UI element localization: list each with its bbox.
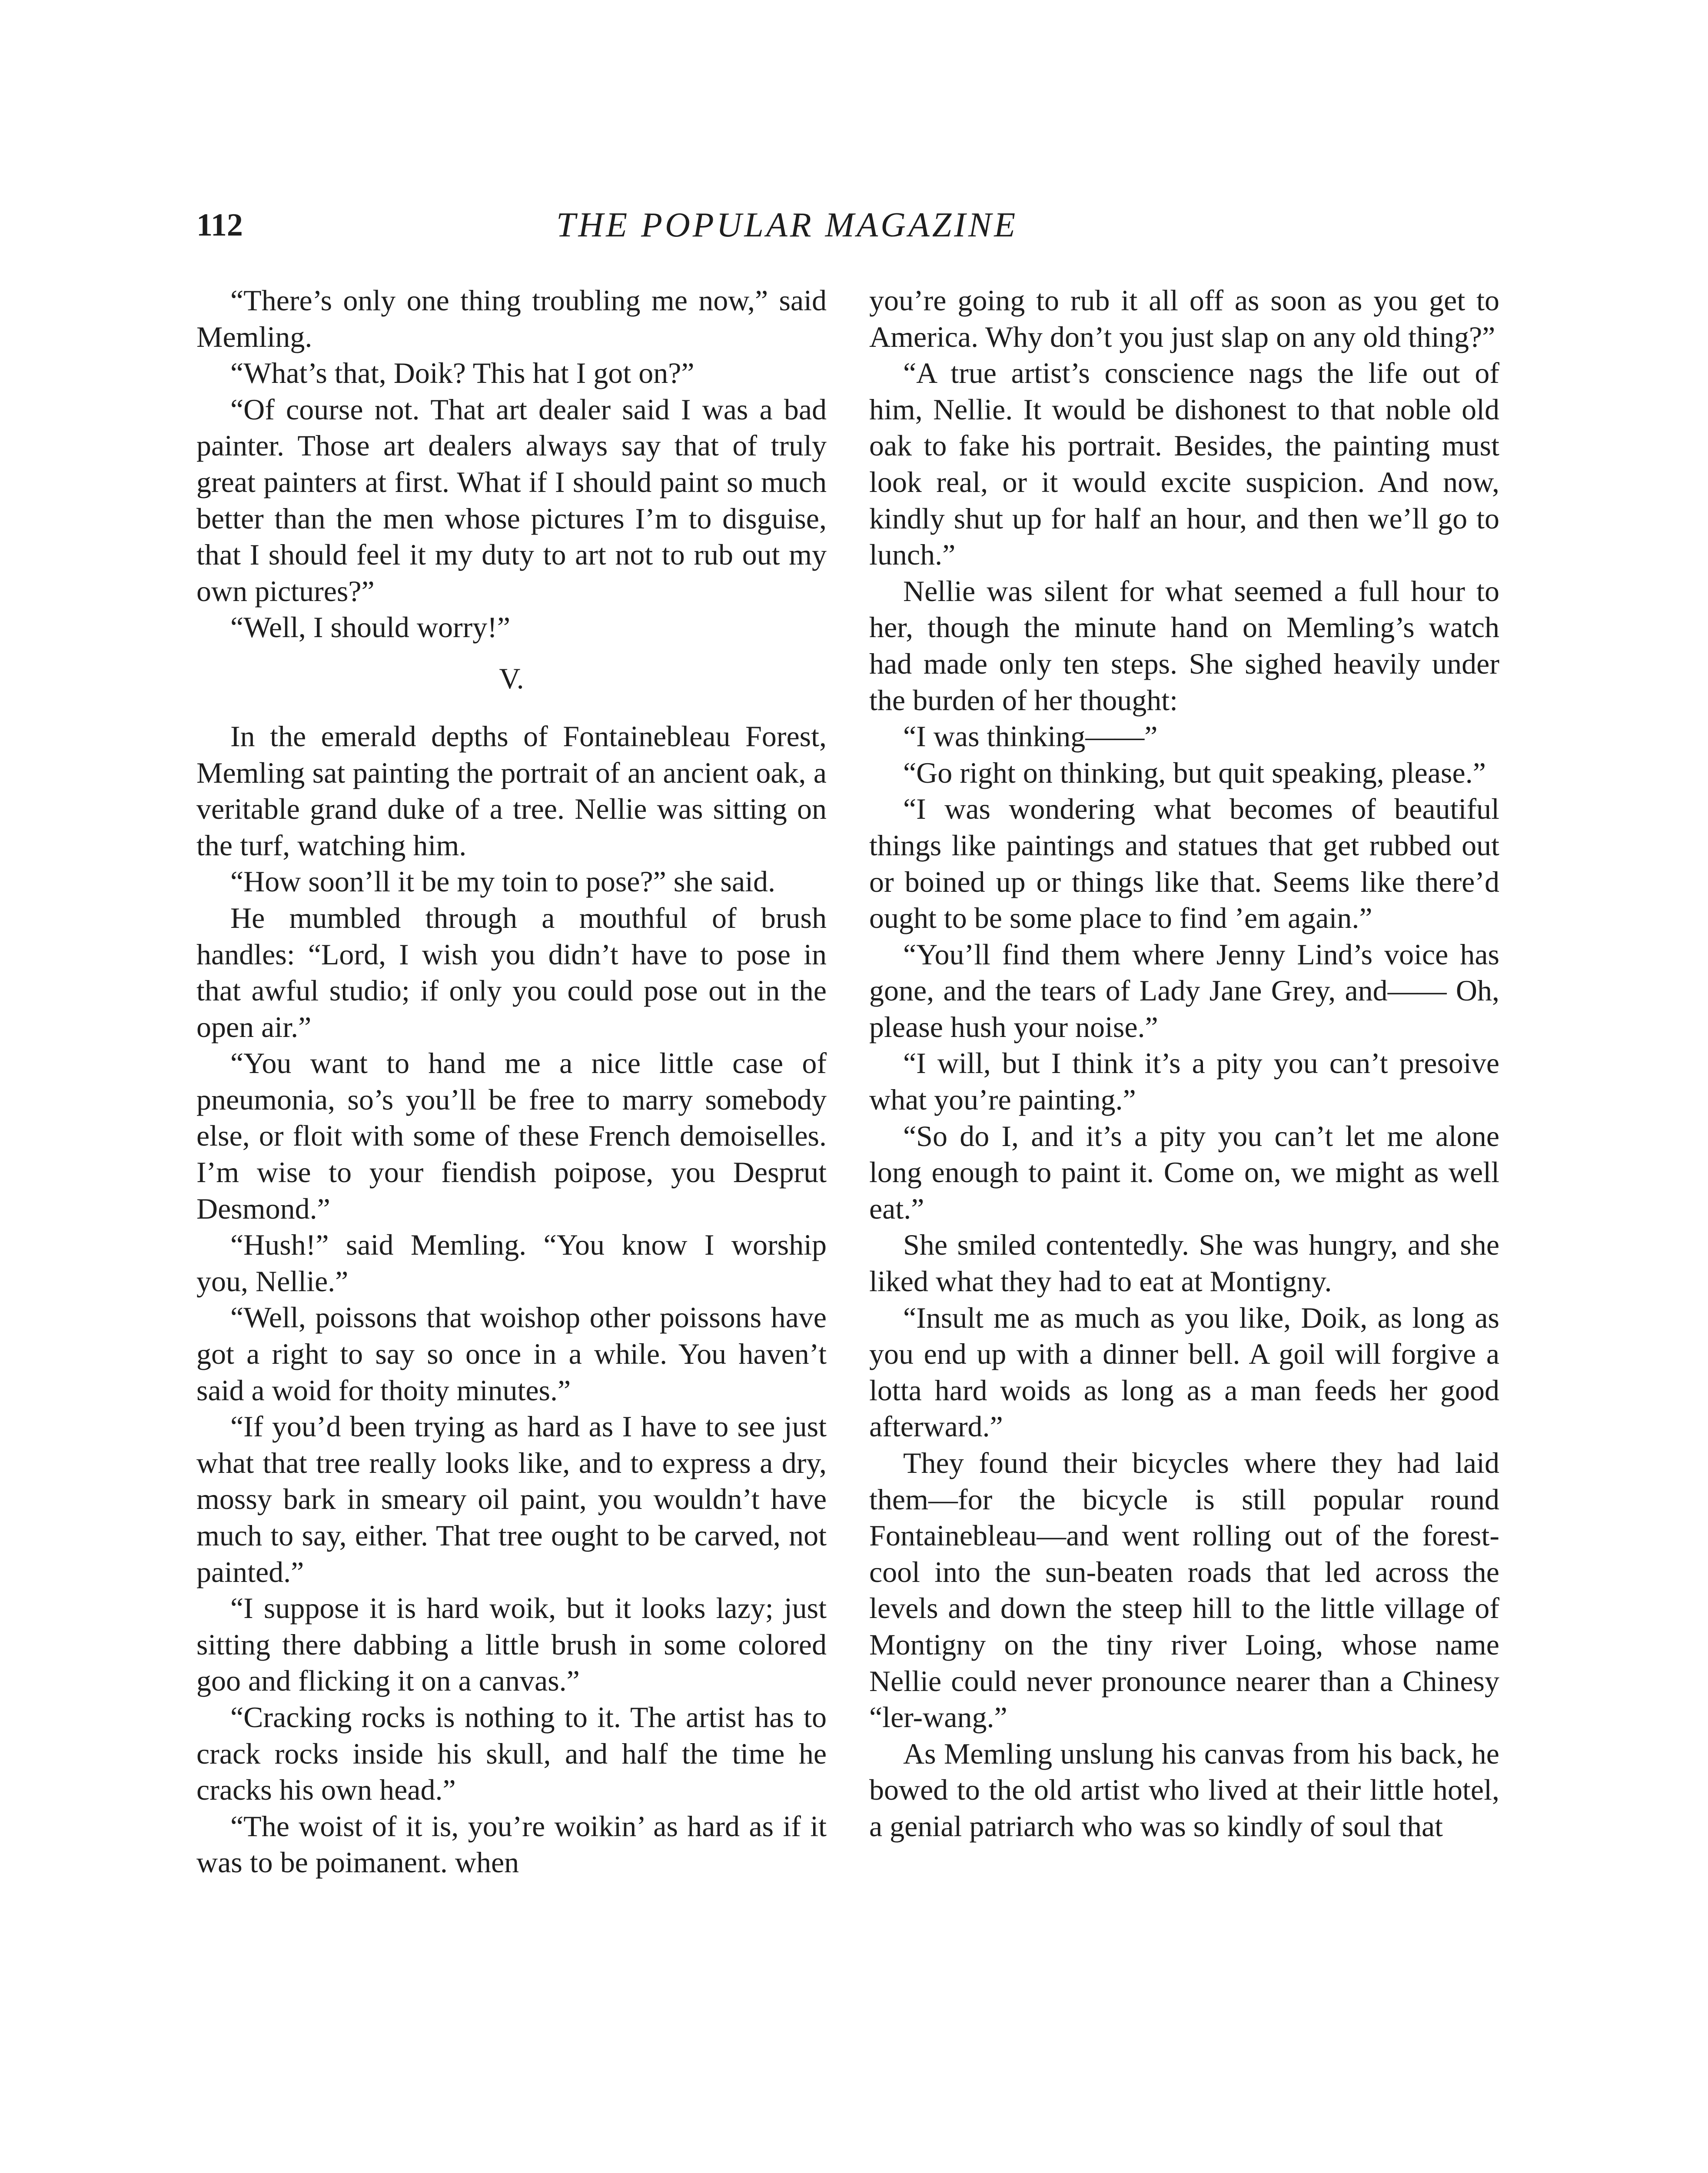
paragraph: “Well, poissons that woishop other poissons have got a right to say so once in a while. You haven’t said a woid for thoity minutes.”	[196, 1301, 827, 1407]
paragraph: “I suppose it is hard woik, but it looks lazy; just sitting there dabbing a little brush in some colored goo and flicking it on a canvas.”	[196, 1592, 827, 1698]
paragraph: “A true artist’s conscience nags the life out of him, Nellie. It would be dishonest to that noble old oak to fake his portrait. Besides, the painting must look real, or it would excite suspicion. And now, kindly shut up for half an hour, and then we’ll go to lunch.”	[869, 356, 1499, 571]
paragraph: “I was thinking——”	[903, 720, 1158, 753]
paragraph: She smiled contentedly. She was hungry, and she liked what they had to eat at Montigny.	[869, 1228, 1499, 1298]
paragraph: “What’s that, Doik? This hat I got on?”	[230, 356, 694, 390]
paragraph: “How soon’ll it be my toin to pose?” she said.	[230, 865, 776, 898]
paragraph: “You want to hand me a nice little case of pneumonia, so’s you’ll be free to marry somebody else, or floit with some of these French demoiselles. I’m wise to your fiendish poipose, you Desprut Desmond.”	[196, 1047, 827, 1225]
left-column	[196, 282, 827, 2173]
paragraph: “Go right on thinking, but quit speaking, please.”	[903, 756, 1486, 789]
page-number: 112	[196, 207, 243, 243]
paragraph: As Memling unslung his canvas from his back, he bowed to the old artist who lived at their little hotel, a genial patriarch who was so kindly of soul that	[869, 1737, 1499, 1843]
paragraph: They found their bicycles where they had laid them—for the bicycle is still popular round Fontainebleau—and went rolling out of the forest-cool into the sun-beaten roads that led across the levels and down the steep hill to the little village of Montigny on the tiny river Loing, whose name Nellie could never pronounce nearer than a Chinesy “ler-wang.”	[869, 1446, 1499, 1734]
paragraph: “Cracking rocks is nothing to it. The artist has to crack rocks inside his skull, and half the time he cracks his own head.”	[196, 1700, 827, 1807]
section-heading: V.	[499, 661, 524, 695]
paragraph-continued: you’re going to rub it all off as soon as you get to America. Why don’t you just slap on any old thing?”	[869, 284, 1499, 353]
paragraph: “So do I, and it’s a pity you can’t let me alone long enough to paint it. Come on, we might as well eat.”	[869, 1119, 1499, 1225]
paragraph: In the emerald depths of Fontainebleau Forest, Memling sat painting the portrait of an ancient oak, a veritable grand duke of a tree. Nellie was sitting on the turf, watching him.	[196, 719, 827, 862]
right-column	[869, 282, 1499, 2173]
running-head: THE POPULAR MAGAZINE	[556, 206, 1018, 244]
paragraph: He mumbled through a mouthful of brush handles: “Lord, I wish you didn’t have to pose in that awful studio; if only you could pose out in the open air.”	[196, 901, 827, 1043]
paragraph: “If you’d been trying as hard as I have to see just what that tree really looks like, and to express a dry, mossy bark in smeary oil paint, you wouldn’t have much to say, either. That tree ought to be carved, not painted.”	[196, 1410, 827, 1588]
paragraph: “There’s only one thing troubling me now,” said Memling.	[196, 284, 827, 353]
paragraph: “I was wondering what becomes of beautiful things like paintings and statues that get rubbed out or boined up or things like that. Seems like there’d ought to be some place to find ’em again.”	[869, 792, 1499, 935]
paragraph: “Insult me as much as you like, Doik, as long as you end up with a dinner bell. A goil will forgive a lotta hard woids as long as a man feeds her good afterward.”	[869, 1301, 1499, 1443]
page-header	[0, 199, 1708, 251]
paragraph: “Of course not. That art dealer said I was a bad painter. Those art dealers always say that of truly great painters at first. What if I should paint so much better than the men whose pictures I’m to disguise, that I should feel it my duty to art not to rub out my own pictures?”	[196, 392, 827, 608]
paragraph: “Hush!” said Memling. “You know I worship you, Nellie.”	[196, 1228, 827, 1298]
paragraph: Nellie was silent for what seemed a full hour to her, though the minute hand on Memling’s watch had made only ten steps. She sighed heavily under the burden of her thought:	[869, 574, 1499, 717]
paragraph: “You’ll find them where Jenny Lind’s voice has gone, and the tears of Lady Jane Grey, and—— Oh, please hush your noise.”	[869, 937, 1499, 1043]
paragraph: “The woist of it is, you’re woikin’ as hard as if it was to be poimanent. when	[196, 1809, 827, 1879]
paragraph: “Well, I should worry!”	[230, 611, 511, 644]
paragraph: “I will, but I think it’s a pity you can’t presoive what you’re painting.”	[869, 1047, 1499, 1116]
